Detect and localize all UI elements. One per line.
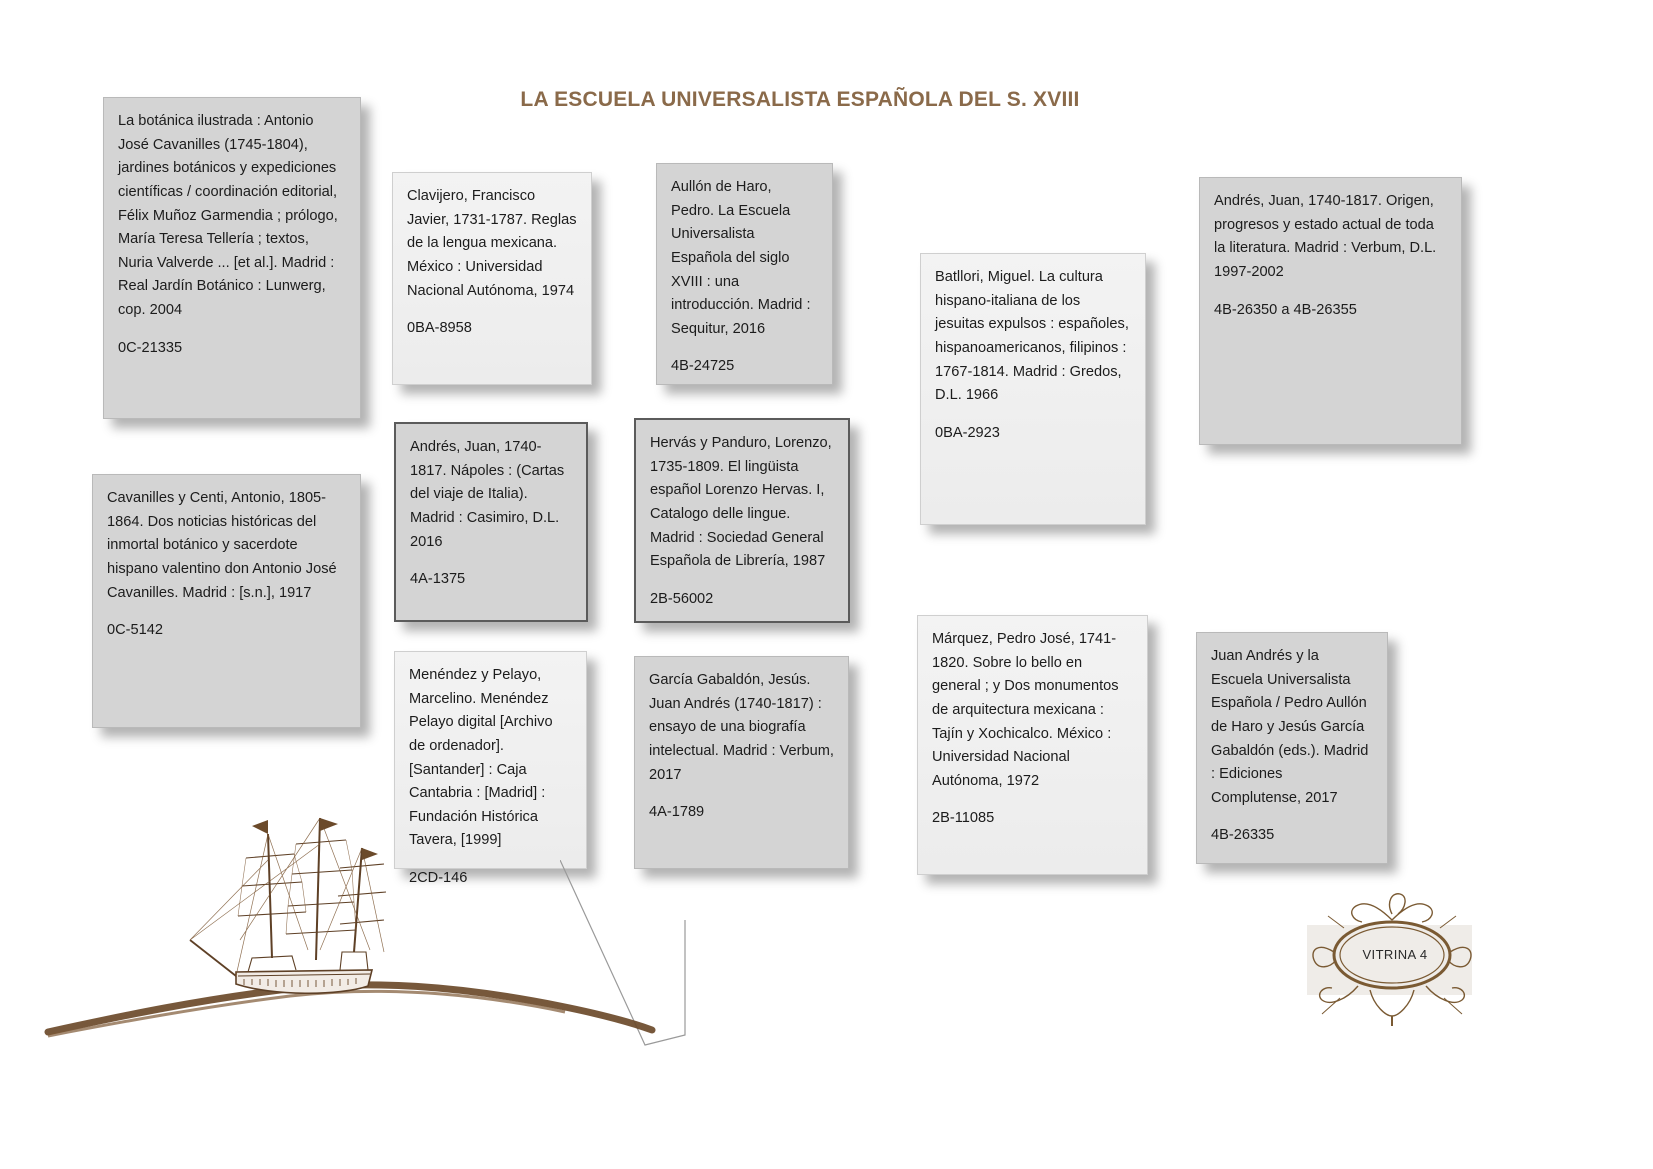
card-text: Andrés, Juan, 1740-1817. Origen, progresos y estado actual de toda la literatura. Madrid : Verbum, D.L. 1997-2002 (1214, 193, 1437, 280)
card-andres-origen (1199, 177, 1462, 445)
card-andres-napoles (394, 422, 588, 622)
vitrina-label: VITRINA 4 (1362, 947, 1428, 962)
card-hervas-y-panduro (634, 418, 850, 623)
page-title: LA ESCUELA UNIVERSALISTA ESPAÑOLA DEL S. XVIII (520, 88, 1080, 111)
card-text: La botánica ilustrada : Antonio José Cavanilles (1745-1804), jardines botánicos y expediciones científicas / coordinación editorial, Félix Muñoz Garmendia ; prólogo, María Teresa Tellería ; textos, Nuria Valverde ... [et al.]. Madrid : Real Jardín Botánico : Lunwerg, cop. 2004 (118, 113, 338, 319)
card-text: Clavijero, Francisco Javier, 1731-1787. Reglas de la lengua mexicana. México : Universidad Nacional Autónoma, 1974 (407, 188, 577, 299)
card-clavijero (392, 172, 592, 385)
card-signature: 2B-56002 (650, 590, 714, 607)
card-text: Márquez, Pedro José, 1741-1820. Sobre lo bello en general ; y Dos monumentos de arquitectura mexicana : Tajín y Xochicalco. México : Universidad Nacional Autónoma, 1972 (932, 631, 1119, 789)
card-marquez (917, 615, 1148, 875)
card-signature: 4B-26350 a 4B-26355 (1214, 301, 1357, 318)
card-text: Andrés, Juan, 1740-1817. Nápoles : (Cartas del viaje de Italia). Madrid : Casimiro, D.L. 2016 (410, 439, 565, 550)
card-signature: 0BA-8958 (407, 320, 472, 337)
card-signature: 0C-21335 (118, 339, 183, 356)
card-signature: 0BA-2923 (935, 424, 1000, 441)
card-juan-andres-escuela (1196, 632, 1388, 864)
card-signature: 4A-1789 (649, 804, 705, 821)
card-aullon-de-haro (656, 163, 833, 385)
card-signature: 4B-24725 (671, 358, 735, 375)
card-text: Batllori, Miguel. La cultura hispano-italiana de los jesuitas expulsos : españoles, hispanoamericanos, filipinos : 1767-1814. Madrid : Gredos, D.L. 1966 (935, 269, 1129, 404)
card-signature: 2CD-146 (409, 870, 468, 887)
card-batllori (920, 253, 1146, 525)
card-text: Cavanilles y Centi, Antonio, 1805-1864. Dos noticias históricas del inmortal botánico y sacerdote hispano valentino don Antonio José Cavanilles. Madrid : [s.n.], 1917 (107, 490, 337, 601)
card-text: Aullón de Haro, Pedro. La Escuela Universalista Española del siglo XVIII : una introducción. Madrid : Sequitur, 2016 (671, 179, 811, 337)
card-signature: 4B-26335 (1211, 827, 1275, 844)
card-botanica-ilustrada (103, 97, 361, 419)
card-menendez-y-pelayo (394, 651, 587, 887)
card-text: García Gabaldón, Jesús. Juan Andrés (1740-1817) : ensayo de una biografía intelectual. Madrid : Verbum, 2017 (649, 672, 834, 783)
card-cavanilles-y-centi (92, 474, 361, 728)
card-garcia-gabaldon (634, 656, 849, 869)
card-signature: 0C-5142 (107, 622, 163, 639)
connector-line (560, 860, 690, 1060)
card-signature: 2B-11085 (932, 810, 995, 827)
card-signature: 4A-1375 (410, 571, 466, 588)
card-text: Menéndez y Pelayo, Marcelino. Menéndez Pelayo digital [Archivo de ordenador]. [Santander] : Caja Cantabria : [Madrid] : Fundación Histórica Tavera, [1999] (409, 667, 553, 849)
card-text: Juan Andrés y la Escuela Universalista Española / Pedro Aullón de Haro y Jesús García Gabaldón (eds.). Madrid : Ediciones Complutense, 2017 (1211, 648, 1369, 806)
card-text: Hervás y Panduro, Lorenzo, 1735-1809. El lingüista español Lorenzo Hervas. I, Catalogo delle lingue. Madrid : Sociedad General Española de Librería, 1987 (650, 435, 832, 570)
